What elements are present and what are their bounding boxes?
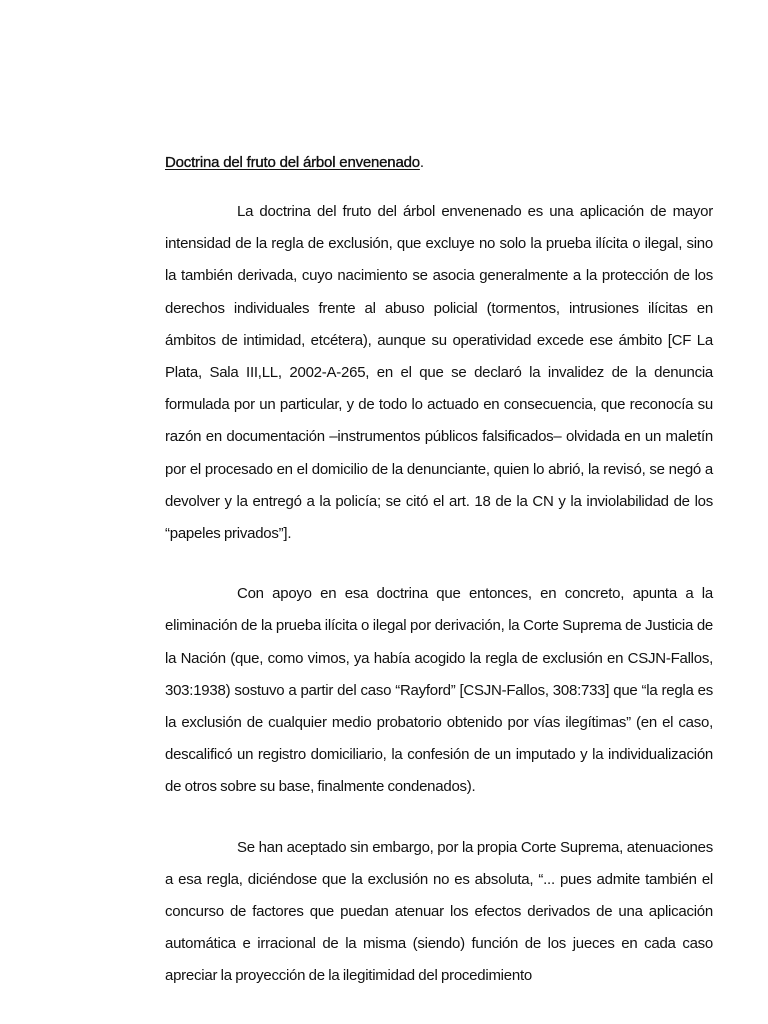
paragraph-2: Con apoyo en esa doctrina que entonces, en concreto, apunta a la eliminación de la prueba ilícita o ilegal por derivación, la Corte Suprema de Justicia de la Nación (que, como vimos, ya había acogido la regla de exclusión en CSJN-Fallos, 303:1938) sostuvo a partir del caso “Rayford” [CSJN-Fallos, 308:733] que “la regla es la exclusión de cualquier medio probatorio obtenido por vías ilegítimas” (en el caso, descalificó un registro domiciliario, la confesión de un imputado y la individualización de otros sobre su base, finalmente condenados). <box>165 585 713 796</box>
document-title <box>165 150 713 176</box>
document-title-text: Doctrina del fruto del árbol envenenado <box>165 154 420 171</box>
document-title-period: . <box>419 154 424 171</box>
document-page <box>165 150 713 1021</box>
paragraph-3: Se han aceptado sin embargo, por la propia Corte Suprema, atenuaciones a esa regla, diciéndose que la exclusión no es absoluta, “... pues admite también el concurso de factores que puedan atenuar los efectos derivados de una aplicación automática e irracional de la misma (siendo) función de los jueces en cada caso apreciar la proyección de la ilegitimidad del procedimiento <box>165 838 713 985</box>
paragraph-1: La doctrina del fruto del árbol envenenado es una aplicación de mayor intensidad de la regla de exclusión, que excluye no solo la prueba ilícita o ilegal, sino la también derivada, cuyo nacimiento se asocia generalmente a la protección de los derechos individuales frente al abuso policial (tormentos, intrusiones ilícitas en ámbitos de intimidad, etcétera), aunque su operatividad excede ese ámbito [CF La Plata, Sala III,LL, 2002-A-265, en el que se declaró la invalidez de la denuncia formulada por un particular, y de todo lo actuado en consecuencia, que reconocía su razón en documentación –instrumentos públicos falsificados– olvidada en un maletín por el procesado en el domicilio de la denunciante, quien lo abrió, la revisó, se negó a devolver y la entregó a la policía; se citó el art. 18 de la CN y la inviolabilidad de los “papeles privados”]. <box>165 203 713 543</box>
